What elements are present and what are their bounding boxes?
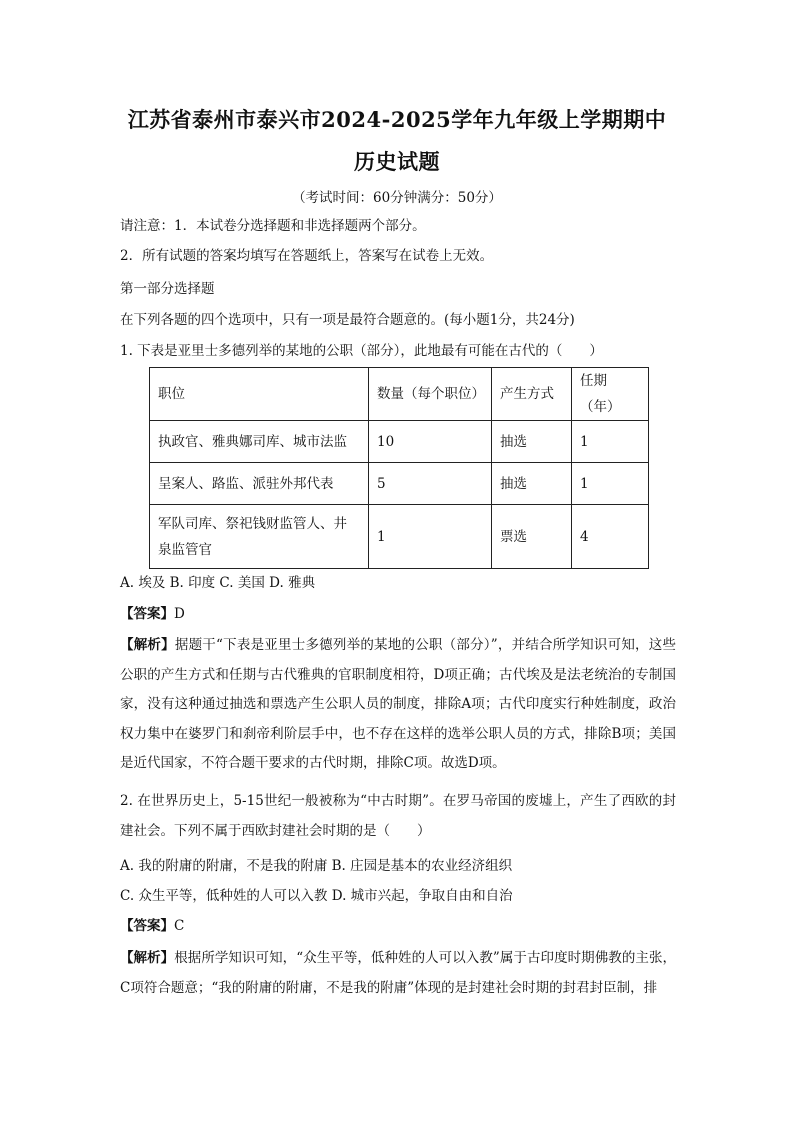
note-1: 请注意：1．本试卷分选择题和非选择题两个部分。: [120, 218, 426, 234]
table-cell: 抽选: [492, 421, 572, 463]
table-row: [150, 505, 649, 569]
question-1-stem: 1. 下表是亚里士多德列举的某地的公职（部分），此地最有可能在古代的（ ）: [120, 343, 603, 359]
question-1-analysis: [120, 631, 676, 779]
table-cell: 1: [572, 421, 649, 463]
answer-value: D: [174, 606, 185, 622]
table-cell: 10: [369, 421, 492, 463]
subject-title: 历史试题: [354, 149, 440, 174]
analysis-label: 【解析】: [120, 950, 175, 966]
table-header-cell: 数量（每个职位）: [369, 368, 492, 421]
note-2: 2．所有试题的答案均填写在答题纸上，答案写在试卷上无效。: [120, 248, 494, 264]
question-1-options: A. 埃及 B. 印度 C. 美国 D. 雅典: [120, 575, 316, 591]
table-cell: 执政官、雅典娜司库、城市法监: [150, 421, 369, 463]
table-cell: 抽选: [492, 463, 572, 505]
table-cell: 4: [572, 505, 649, 569]
table-cell: 票选: [492, 505, 572, 569]
question-2-stem: 2. 在世界历史上，5-15世纪一般被称为“中古时期”。在罗马帝国的废墟上，产生了西欧的封建社会。下列不属于西欧封建社会时期的是（ ）: [120, 793, 676, 839]
analysis-text: 据题干“下表是亚里士多德列举的某地的公职（部分）”，并结合所学知识可知，这些公职的产生方式和任期与古代雅典的官职制度相符，D项正确；古代埃及是法老统治的专制国家，没有这种通过抽选和票选产生公职人员的制度，排除A项；古代印度实行种姓制度，政治权力集中在婆罗门和刹帝利阶层手中，也不存在这样的选举公职人员的方式，排除B项；美国是近代国家，不符合题干要求的古代时期，排除C项。故选D项。: [120, 637, 676, 772]
section-instruction: 在下列各题的四个选项中，只有一项是最符合题意的。(每小题1分，共24分): [120, 312, 575, 328]
question-2-options-line-1: A. 我的附庸的附庸，不是我的附庸 B. 庄园是基本的农业经济组织: [120, 858, 513, 874]
answer-label: 【答案】: [120, 606, 174, 622]
table-row: [150, 421, 649, 463]
section-title: 第一部分选择题: [120, 281, 215, 297]
question-2-answer: [120, 916, 680, 936]
table-header-cell: 任期（年）: [572, 368, 649, 421]
question-2-options-line-2: C. 众生平等，低种姓的人可以入教 D. 城市兴起，争取自由和自治: [120, 888, 513, 904]
analysis-label: 【解析】: [120, 637, 175, 653]
table-cell: 呈案人、路监、派驻外邦代表: [150, 463, 369, 505]
table-cell: 5: [369, 463, 492, 505]
table-cell: 1: [572, 463, 649, 505]
table-row: [150, 463, 649, 505]
analysis-text: 根据所学知识可知，“众生平等，低种姓的人可以入教”属于古印度时期佛教的主张，C项符合题意；“我的附庸的附庸，不是我的附庸”体现的是封建社会时期的封君封臣制，排: [120, 950, 676, 996]
question-1-table: [149, 367, 649, 569]
exam-info: （考试时间：60分钟满分：50分）: [292, 190, 502, 206]
table-header-row: [150, 368, 649, 421]
answer-value: C: [174, 918, 185, 934]
table-header-cell: 产生方式: [492, 368, 572, 421]
answer-label: 【答案】: [120, 918, 174, 934]
question-1-answer: [120, 604, 680, 624]
exam-title: 江苏省泰州市泰兴市2024-2025学年九年级上学期期中: [127, 107, 667, 132]
table-cell: 军队司库、祭祀钱财监管人、井泉监管官: [150, 505, 369, 569]
question-2-analysis: [120, 944, 676, 1003]
table-cell: 1: [369, 505, 492, 569]
table-header-cell: 职位: [150, 368, 369, 421]
